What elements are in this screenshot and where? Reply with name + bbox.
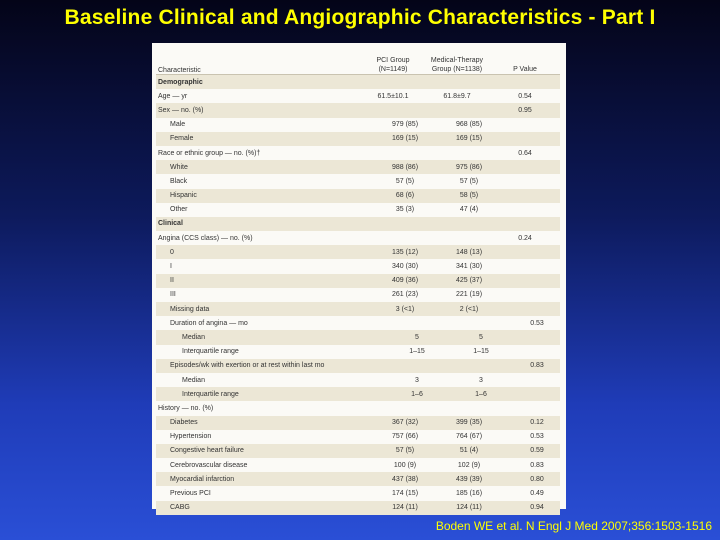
- pci-value: 174 (15): [391, 490, 419, 498]
- row-label: White: [170, 163, 188, 171]
- row-label: 0: [170, 248, 174, 256]
- table-row: [156, 345, 560, 359]
- pci-value: 367 (32): [391, 419, 419, 427]
- medical-therapy-value: 399 (35): [455, 419, 483, 427]
- medical-therapy-value: 124 (11): [456, 504, 482, 512]
- medical-therapy-value: 51 (4): [459, 447, 479, 455]
- p-value: 0.24: [518, 234, 532, 242]
- table-row: [156, 416, 560, 430]
- pci-value: 3 (<1): [395, 305, 415, 313]
- row-label: Episodes/wk with exertion or at rest within last mo: [170, 362, 325, 370]
- row-label: III: [170, 291, 176, 299]
- row-label: Interquartile range: [182, 348, 239, 356]
- table-row: [156, 373, 560, 387]
- table-row: [156, 118, 560, 132]
- pci-value: 124 (11): [392, 504, 418, 512]
- table-header: [156, 43, 560, 75]
- row-label: Hispanic: [170, 192, 197, 200]
- pci-value: 3: [415, 376, 419, 384]
- medical-therapy-value: 341 (30): [455, 263, 483, 271]
- row-label: Previous PCI: [170, 490, 211, 498]
- table-row: [156, 387, 560, 401]
- table-row: [156, 501, 560, 515]
- table-row: [156, 217, 560, 231]
- medical-therapy-value: 968 (85): [455, 121, 483, 129]
- table-row: [156, 316, 560, 330]
- pci-value: 5: [415, 333, 419, 341]
- table-row: [156, 103, 560, 117]
- row-label: Age — yr: [158, 92, 188, 100]
- row-label: Cerebrovascular disease: [170, 461, 248, 469]
- table-row: [156, 146, 560, 160]
- pci-value: 437 (38): [391, 475, 419, 483]
- row-label: History — no. (%): [158, 404, 214, 412]
- row-label: Male: [170, 121, 186, 129]
- table-body: [156, 75, 560, 515]
- p-value: 0.83: [530, 362, 544, 370]
- medical-therapy-value: 3: [479, 376, 483, 384]
- table-row: [156, 160, 560, 174]
- pci-value: 35 (3): [395, 206, 415, 214]
- row-label: Myocardial infarction: [170, 475, 235, 483]
- pci-value: 979 (85): [391, 121, 419, 129]
- row-label: Duration of angina — mo: [170, 319, 248, 327]
- row-label: Race or ethnic group — no. (%)†: [158, 149, 261, 157]
- table-row: [156, 430, 560, 444]
- pci-value: 1–15: [409, 348, 425, 356]
- medical-therapy-value: 57 (5): [459, 177, 479, 185]
- table-row: [156, 203, 560, 217]
- table-row: [156, 174, 560, 188]
- pci-value: 57 (5): [395, 177, 415, 185]
- row-label: II: [170, 277, 174, 285]
- pci-value: 340 (30): [391, 263, 419, 271]
- medical-therapy-value: 975 (86): [455, 163, 483, 171]
- row-label: Interquartile range: [182, 390, 239, 398]
- row-label: Median: [182, 376, 205, 384]
- row-label: I: [170, 263, 172, 271]
- p-value: 0.83: [530, 461, 544, 469]
- pci-value: 409 (36): [391, 277, 419, 285]
- table-row: [156, 302, 560, 316]
- table-row: [156, 75, 560, 89]
- table-row: [156, 288, 560, 302]
- medical-therapy-value: 5: [479, 333, 483, 341]
- p-value: 0.54: [518, 92, 532, 100]
- medical-therapy-value: 47 (4): [459, 206, 479, 214]
- row-label: Clinical: [158, 220, 183, 228]
- table-row: [156, 189, 560, 203]
- p-value: 0.59: [530, 447, 544, 455]
- row-label: Angina (CCS class) — no. (%): [158, 234, 253, 242]
- table-row: [156, 401, 560, 415]
- table-row: [156, 444, 560, 458]
- pci-value: 61.5±10.1: [377, 92, 409, 100]
- row-label: Diabetes: [170, 419, 198, 427]
- header-characteristic: Characteristic: [158, 67, 201, 74]
- pci-value: 169 (15): [391, 135, 419, 143]
- row-label: Missing data: [170, 305, 210, 313]
- table-row: [156, 132, 560, 146]
- table-row: [156, 330, 560, 344]
- pci-value: 100 (9): [393, 461, 417, 469]
- pci-value: 261 (23): [391, 291, 419, 299]
- medical-therapy-value: 148 (13): [455, 248, 483, 256]
- p-value: 0.53: [530, 433, 544, 441]
- medical-therapy-value: 221 (19): [455, 291, 483, 299]
- pci-value: 757 (66): [391, 433, 419, 441]
- medical-therapy-value: 1–15: [473, 348, 489, 356]
- row-label: CABG: [170, 504, 190, 512]
- medical-therapy-value: 2 (<1): [459, 305, 479, 313]
- pci-value: 57 (5): [395, 447, 415, 455]
- p-value: 0.64: [518, 149, 532, 157]
- table-row: [156, 458, 560, 472]
- table-row: [156, 259, 560, 273]
- table-row: [156, 231, 560, 245]
- header-medical-therapy-group: Medical-Therapy Group (N=1138): [430, 57, 484, 73]
- p-value: 0.49: [530, 490, 544, 498]
- p-value: 0.94: [530, 504, 544, 512]
- row-label: Black: [170, 177, 188, 185]
- p-value: 0.95: [518, 106, 532, 114]
- p-value: 0.80: [530, 475, 544, 483]
- medical-therapy-value: 1–6: [475, 390, 487, 398]
- row-label: Female: [170, 135, 194, 143]
- row-label: Demographic: [158, 78, 203, 86]
- medical-therapy-value: 102 (9): [457, 461, 481, 469]
- p-value: 0.12: [530, 419, 544, 427]
- pci-value: 135 (12): [391, 248, 419, 256]
- pci-value: 1–6: [411, 390, 423, 398]
- row-label: Hypertension: [170, 433, 212, 441]
- header-p-value: P Value: [513, 66, 537, 73]
- row-label: Sex — no. (%): [158, 106, 204, 114]
- table-row: [156, 472, 560, 486]
- table-row: [156, 486, 560, 500]
- medical-therapy-value: 764 (67): [455, 433, 483, 441]
- medical-therapy-value: 439 (39): [455, 475, 483, 483]
- characteristics-table: [152, 43, 566, 512]
- medical-therapy-value: 58 (5): [459, 192, 479, 200]
- medical-therapy-value: 185 (16): [455, 490, 483, 498]
- row-label: Congestive heart failure: [170, 447, 244, 455]
- medical-therapy-value: 61.8±9.7: [443, 92, 471, 100]
- slide-title: Baseline Clinical and Angiographic Characteristics - Part I: [64, 6, 656, 29]
- medical-therapy-value: 425 (37): [455, 277, 483, 285]
- header-pci-group: PCI Group (N=1149): [376, 57, 410, 73]
- table-row: [156, 245, 560, 259]
- table-row: [156, 359, 560, 373]
- table-row: [156, 274, 560, 288]
- pci-value: 68 (6): [395, 192, 415, 200]
- table-row: [156, 89, 560, 103]
- row-label: Other: [170, 206, 188, 214]
- row-label: Median: [182, 333, 205, 341]
- p-value: 0.53: [530, 319, 544, 327]
- pci-value: 988 (86): [391, 163, 419, 171]
- medical-therapy-value: 169 (15): [455, 135, 483, 143]
- citation: Boden WE et al. N Engl J Med 2007;356:1503-1516: [435, 519, 712, 533]
